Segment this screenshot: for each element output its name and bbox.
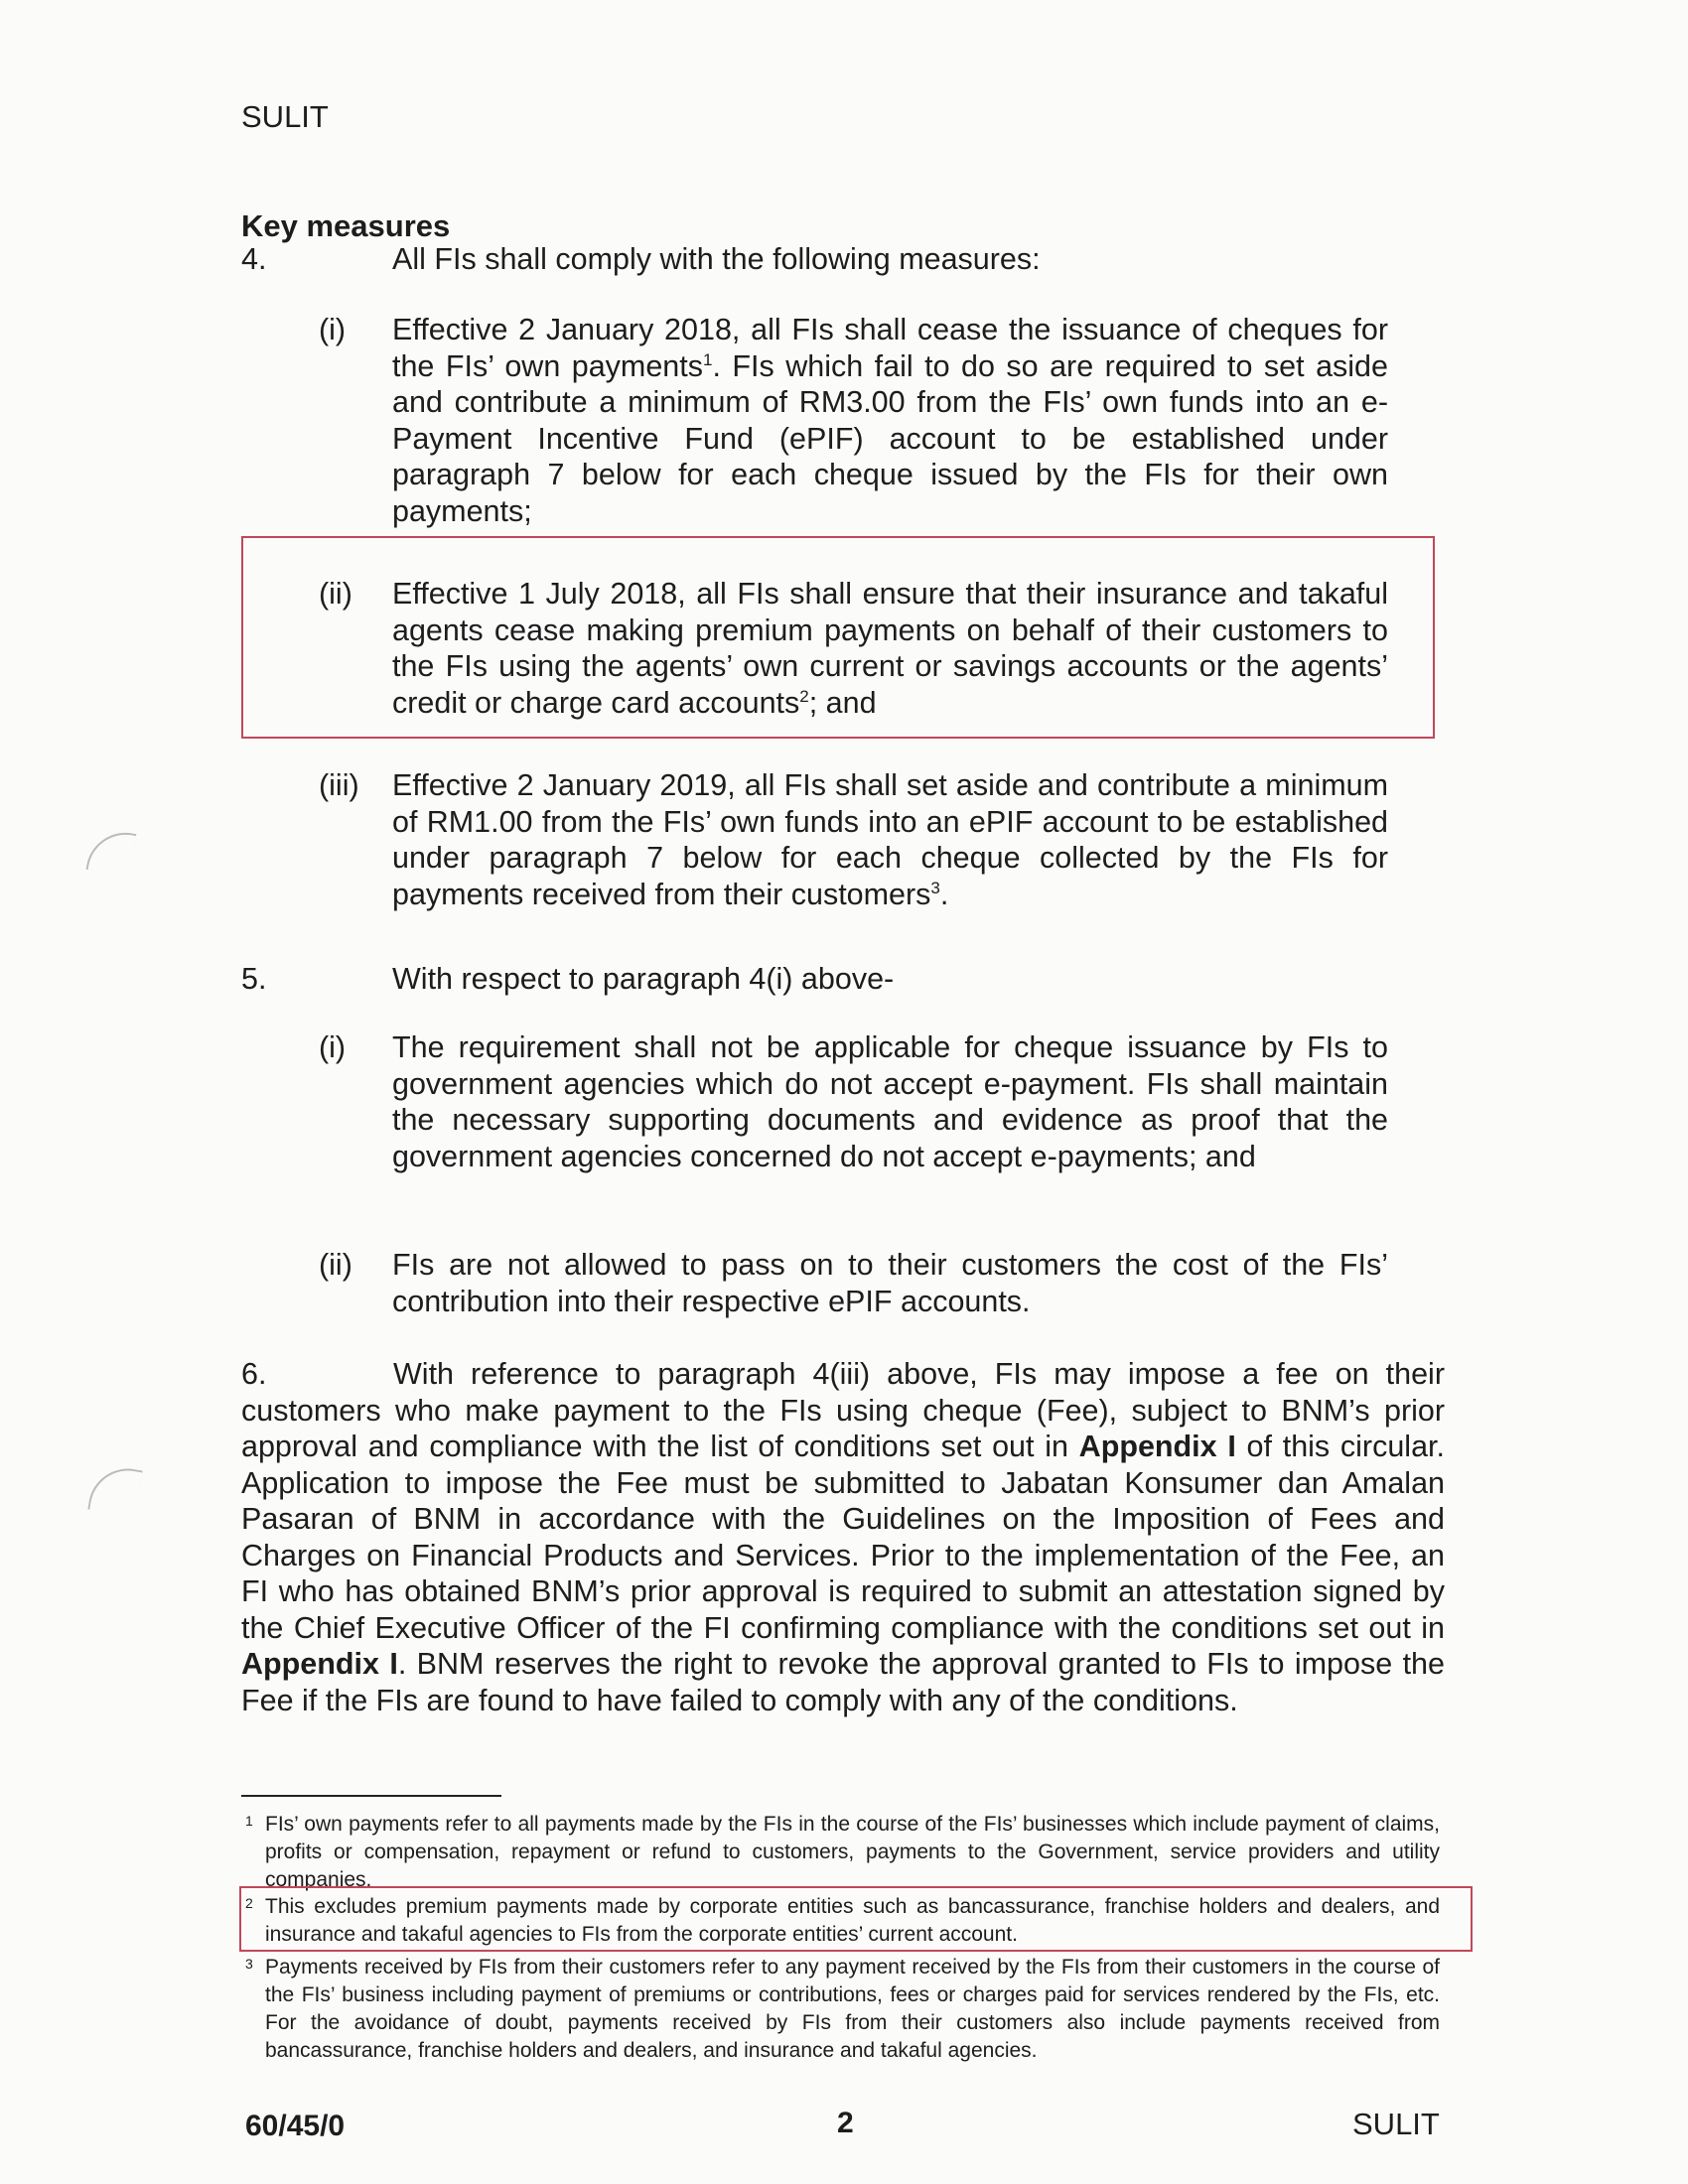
item-text: FIs are not allowed to pass on to their customers the cost of the FIs’ contribution into their respective ePIF accounts.: [392, 1248, 1388, 1318]
item-text-part: Effective 2 January 2018, all FIs shall cease the issuance of cheques for the FIs’ own payments: [392, 313, 1388, 383]
item-text-part: ; and: [808, 685, 877, 720]
item-numeral: (i): [319, 313, 347, 346]
appendix-reference: Appendix I: [1078, 1430, 1236, 1463]
page-number: 2: [837, 2107, 854, 2139]
list-item-5-ii: [319, 1247, 1391, 1326]
paragraph-text-part: With reference to paragraph 4(iii) above, FIs may impose a fee on their customers who make payment to the FIs using cheque (Fee), subject to BNM’s prior approval and compliance with the list of conditions set out in: [241, 1357, 1445, 1463]
item-text: [392, 312, 1388, 529]
footnote-separator: [241, 1795, 501, 1797]
paragraph-text-part: . BNM reserves the right to revoke the approval granted to FIs to impose the Fee if the FIs are found to have failed to comply with any of the conditions.: [241, 1647, 1445, 1717]
list-item-4-ii: [319, 576, 1391, 725]
item-numeral: (ii): [319, 577, 352, 611]
list-item-4-i: [319, 312, 1391, 535]
appendix-reference: Appendix I: [241, 1647, 398, 1681]
paragraph-text-part: of this circular. Application to impose the Fee must be submitted to Jabatan Konsumer dan Amalan Pasaran of BNM in accordance with the Guidelines on the Imposition of Fees and Charges on Financial Products and Services. Prior to the implementation of the Fee, an FI who has obtained BNM’s prior approval is required to submit an attestation signed by the Chief Executive Officer of the FI confirming compliance with the conditions set out in: [241, 1430, 1445, 1645]
footnote-ref-1: 1: [702, 349, 713, 369]
item-text-part: . FIs which fail to do so are required to set aside and contribute a minimum of RM3.00 from the FIs’ own funds into an e-Payment Incentive Fund (ePIF) account to be established under paragraph 7 below for each cheque issued by the FIs for their own payments;: [392, 348, 1388, 528]
paragraph-6: [241, 1356, 1445, 1718]
item-numeral: (ii): [319, 1248, 352, 1282]
punch-hole-mark: [86, 827, 137, 878]
footnote-3: [245, 1954, 1447, 2093]
item-numeral: (i): [319, 1030, 347, 1064]
footnote-mark: 2: [245, 1895, 253, 1911]
footnote-mark: 3: [245, 1956, 253, 1972]
paragraph-4: [241, 241, 1445, 281]
paragraph-number: 5.: [241, 962, 267, 996]
footnote-text: Payments received by FIs from their customers refer to any payment received by the FIs from their customers in the course of the FIs’ business including payment of premiums or contributions, fees or charges paid for services rendered by the FIs, etc. For the avoidance of doubt, payments received by FIs from their customers also include payments received from bancassurance, franchise holders and dealers, and insurance and takaful agencies.: [265, 1956, 1440, 2062]
footnote-1: [245, 1811, 1447, 1894]
list-item-4-iii: [319, 767, 1391, 916]
item-text-part: Effective 1 July 2018, all FIs shall ensure that their insurance and takaful agents cease making premium payments on behalf of their customers to the FIs using the agents’ own current or savings accounts or the agents’ credit or charge card accounts: [392, 577, 1388, 720]
footnote-text: FIs’ own payments refer to all payments made by the FIs in the course of the FIs’ businesses which include payment of claims, profits or compensation, repayment or refund to customers, payments to the Government, service providers and utility companies.: [265, 1813, 1440, 1891]
footnote-ref-2: 2: [799, 686, 809, 706]
footnote-ref-3: 3: [930, 878, 940, 897]
item-text-part: Effective 2 January 2019, all FIs shall set aside and contribute a minimum of RM1.00 from the FIs’ own funds into an ePIF account to be established under paragraph 7 below for each cheque collected by the FIs for payments received from their customers: [392, 768, 1388, 911]
paragraph-number: 6.: [241, 1357, 267, 1391]
footer-classification: SULIT: [1352, 2107, 1440, 2141]
item-numeral: (iii): [319, 768, 359, 802]
paragraph-5: [241, 961, 1445, 1001]
item-text: [392, 767, 1388, 912]
list-item-5-i: [319, 1029, 1391, 1218]
footnote-text: This excludes premium payments made by corporate entities such as bancassurance, franchise holders and dealers, and insurance and takaful agencies to FIs from the corporate entities’ current account.: [265, 1895, 1440, 1946]
section-title: Key measures: [241, 208, 451, 243]
item-text-part: .: [939, 877, 949, 911]
paragraph-text: All FIs shall comply with the following measures:: [392, 242, 1041, 276]
footnote-2: [245, 1893, 1447, 1949]
footer-reference: 60/45/0: [245, 2110, 346, 2142]
item-text: [392, 576, 1388, 721]
footnote-mark: 1: [245, 1813, 253, 1829]
punch-hole-mark: [87, 1462, 143, 1518]
paragraph-number: 4.: [241, 242, 267, 276]
paragraph-text: With respect to paragraph 4(i) above-: [392, 962, 895, 996]
item-text: The requirement shall not be applicable for cheque issuance by FIs to government agencies which do not accept e-payment. FIs shall maintain the necessary supporting documents and evidence as proof that the government agencies concerned do not accept e-payments; and: [392, 1030, 1388, 1173]
header-classification: SULIT: [241, 99, 329, 134]
